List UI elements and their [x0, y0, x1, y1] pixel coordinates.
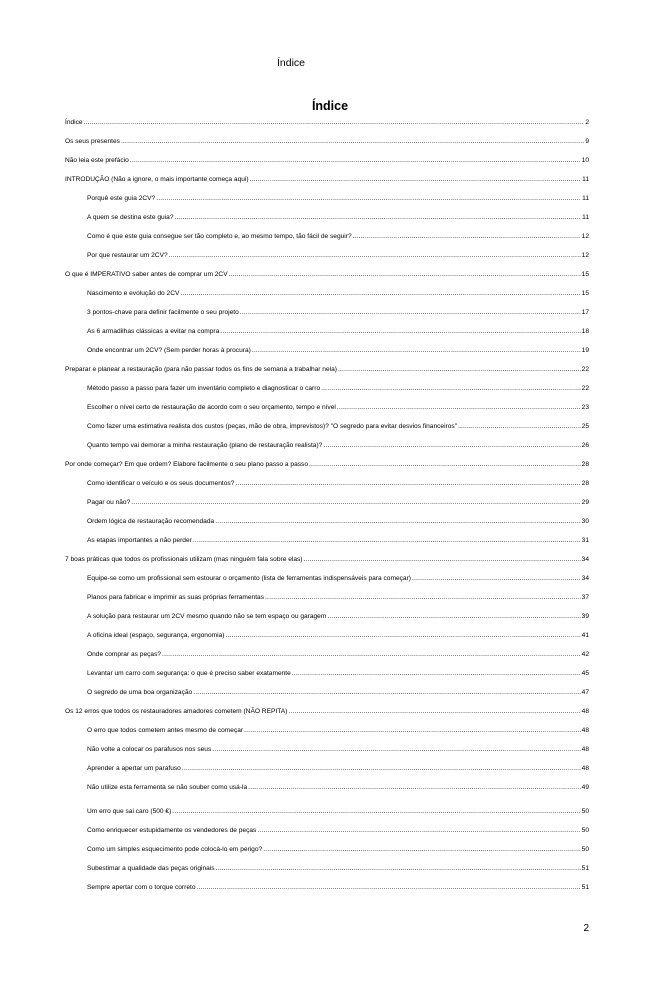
toc-entry[interactable] — [65, 807, 589, 816]
toc-dot-leader — [235, 479, 580, 488]
toc-entry-title: Os seus presentes — [65, 138, 120, 145]
toc-entry[interactable] — [65, 669, 589, 678]
toc-entry-title: Ordem lógica de restauração recomendada — [87, 518, 215, 525]
toc-entry[interactable] — [65, 688, 589, 697]
toc-entry-page: 23 — [581, 404, 589, 411]
toc-dot-leader — [412, 574, 581, 583]
toc-entry-page: 48 — [581, 746, 589, 753]
toc-dot-leader — [321, 384, 581, 393]
toc-entry-title: Como é que este guia consegue ser tão completo e, ao mesmo tempo, tão fácil de seguir? — [87, 233, 352, 240]
toc-entry-title: Planos para fabricar e imprimir as suas próprias ferramentas — [87, 594, 265, 601]
toc-entry-page: 25 — [581, 423, 589, 430]
toc-entry[interactable] — [65, 536, 589, 545]
toc-entry[interactable] — [65, 650, 589, 659]
toc-entry[interactable] — [65, 845, 589, 854]
toc-dot-leader — [193, 688, 580, 697]
toc-entry[interactable] — [65, 308, 589, 317]
toc-entry-page: 28 — [581, 461, 589, 468]
toc-entry-title: Onde comprar as peças? — [87, 651, 162, 658]
toc-entry-title: INTRODUÇÃO (Não a ignore, o mais importante começa aqui) — [65, 176, 249, 183]
toc-entry-page: 39 — [581, 613, 589, 620]
toc-entry-page: 50 — [581, 827, 589, 834]
toc-entry-page: 50 — [581, 846, 589, 853]
toc-entry-page: 26 — [581, 442, 589, 449]
toc-entry[interactable] — [65, 384, 589, 393]
toc-entry-page: 10 — [581, 157, 589, 164]
toc-entry-page: 29 — [581, 499, 589, 506]
toc-entry-page: 48 — [581, 708, 589, 715]
toc-entry-page: 12 — [581, 252, 589, 259]
toc-dot-leader — [162, 650, 581, 659]
running-header: Índice — [276, 57, 306, 69]
toc-entry[interactable] — [65, 726, 589, 735]
toc-entry-page: 11 — [582, 176, 589, 183]
toc-dot-leader — [263, 845, 580, 854]
toc-entry-title: As 6 armadilhas clássicas a evitar na compra — [87, 328, 220, 335]
toc-entry[interactable] — [65, 574, 589, 583]
toc-entry-page: 48 — [581, 727, 589, 734]
toc-entry-title: Por onde começar? Em que ordem? Elabore facilmente o seu plano passo a passo — [65, 461, 309, 468]
toc-dot-leader — [337, 403, 581, 412]
toc-entry-page: 15 — [581, 271, 589, 278]
toc-entry-page: 31 — [581, 537, 589, 544]
toc-entry[interactable] — [65, 631, 589, 640]
toc-entry[interactable] — [65, 593, 589, 602]
toc-entry[interactable] — [65, 327, 589, 336]
toc-entry[interactable] — [65, 479, 589, 488]
toc-entry-page: 51 — [581, 884, 589, 891]
toc-entry-page: 18 — [581, 328, 589, 335]
toc-entry-title: A oficina ideal (espaço, segurança, ergonomia) — [87, 632, 225, 639]
toc-entry-page: 30 — [581, 518, 589, 525]
toc-entry-title: O segredo de uma boa organização — [87, 689, 193, 696]
toc-entry-page: 22 — [581, 366, 589, 373]
toc-entry[interactable] — [65, 707, 589, 716]
toc-entry-page: 37 — [581, 594, 589, 601]
toc-entry[interactable] — [65, 555, 589, 564]
toc-entry-title: Um erro que sai caro (500 €) — [87, 808, 172, 815]
toc-entry-title: Método passo a passo para fazer um inventário completo e diagnosticar o carro — [87, 385, 321, 392]
toc-entry-page: 2 — [585, 119, 589, 126]
toc-entry-title: Nascimento e evolução do 2CV — [87, 290, 180, 297]
toc-entry-title: Como identificar o veículo e os seus documentos? — [87, 480, 235, 487]
toc-entry[interactable] — [65, 864, 589, 873]
toc-dot-leader — [323, 441, 580, 450]
toc-entry-page: 48 — [581, 765, 589, 772]
toc-entry[interactable] — [65, 422, 589, 431]
toc-dot-leader — [244, 726, 581, 735]
toc-entry-page: 51 — [581, 865, 589, 872]
toc-dot-leader — [458, 422, 581, 431]
toc-entry-page: 17 — [581, 309, 589, 316]
toc-entry-page: 22 — [581, 385, 589, 392]
toc-entry-title: Os 12 erros que todos os restauradores amadores cometem (NÃO REPITA) — [65, 708, 288, 715]
toc-entry-page: 49 — [581, 784, 589, 791]
toc-entry[interactable] — [65, 783, 589, 792]
toc-dot-leader — [257, 826, 580, 835]
toc-entry[interactable] — [65, 232, 589, 241]
toc-dot-leader — [338, 365, 581, 374]
toc-entry-title: Quanto tempo vai demorar a minha restauração (plano de restauração realista)? — [87, 442, 323, 449]
toc-entry-page: 19 — [581, 347, 589, 354]
toc-dot-leader — [353, 232, 581, 241]
toc-entry-title: Não utilize esta ferramenta se não souber como usá-la — [87, 784, 248, 791]
toc-entry[interactable] — [65, 441, 589, 450]
toc-entry-title: Escolher o nível certo de restauração de acordo com o seu orçamento, tempo e nível — [87, 404, 336, 411]
toc-dot-leader — [156, 194, 581, 203]
toc-entry-title: Aprender a apertar um parafuso — [87, 765, 181, 772]
toc-entry-page: 11 — [582, 195, 589, 202]
toc-entry-page: 28 — [581, 480, 589, 487]
toc-entry[interactable] — [65, 346, 589, 355]
toc-entry[interactable] — [65, 826, 589, 835]
toc-entry-title: 7 boas práticas que todos os profissionais utilizam (mas ninguém fala sobre elas) — [65, 556, 303, 563]
toc-entry-title: Subestimar a qualidade das peças originais — [87, 865, 215, 872]
toc-entry-title: O erro que todos cometem antes mesmo de começar — [87, 727, 244, 734]
toc-entry-title: Sempre apertar com o torque correto — [87, 884, 196, 891]
toc-dot-leader — [304, 555, 581, 564]
toc-entry-title: Não leia este prefácio — [65, 157, 129, 164]
toc-dot-leader — [84, 118, 585, 127]
toc-entry-page: 34 — [581, 556, 589, 563]
toc-entry[interactable] — [65, 612, 589, 621]
toc-entry-title: O que é IMPERATIVO saber antes de comprar um 2CV — [65, 271, 228, 278]
toc-dot-leader — [216, 864, 581, 873]
toc-dot-leader — [130, 156, 581, 165]
toc-entry[interactable] — [65, 137, 589, 146]
toc-entry-page: 9 — [585, 138, 589, 145]
toc-entry[interactable] — [65, 289, 589, 298]
toc-entry[interactable] — [65, 156, 589, 165]
toc-dot-leader — [121, 137, 584, 146]
toc-entry-page: 41 — [581, 632, 589, 639]
toc-entry-title: Preparar e planear a restauração (para não passar todos os fins de semana a trabalhar nela) — [65, 366, 337, 373]
toc-entry-title: A solução para restaurar um 2CV mesmo quando não se tem espaço ou garagem — [87, 613, 327, 620]
toc-dot-leader — [265, 593, 581, 602]
toc-entry-page: 50 — [581, 808, 589, 815]
toc-entry[interactable] — [65, 745, 589, 754]
toc-entry-page: 42 — [581, 651, 589, 658]
table-of-contents — [65, 118, 589, 892]
toc-dot-leader — [182, 764, 581, 773]
toc-dot-leader — [288, 707, 580, 716]
toc-dot-leader — [250, 175, 582, 184]
toc-entry[interactable] — [65, 460, 589, 469]
page-number: 2 — [583, 923, 589, 934]
toc-entry[interactable] — [65, 365, 589, 374]
toc-entry-title: Índice — [65, 119, 83, 126]
toc-entry-title: A quem se destina este guia? — [87, 214, 174, 221]
toc-dot-leader — [220, 327, 580, 336]
toc-entry-page: 45 — [581, 670, 589, 677]
toc-entry-title: Equipe-se como um profissional sem estourar o orçamento (lista de ferramentas indispensáveis para começar) — [87, 575, 411, 582]
toc-entry-page: 15 — [581, 290, 589, 297]
toc-dot-leader — [212, 745, 580, 754]
toc-entry-page: 11 — [582, 214, 589, 221]
toc-entry[interactable] — [65, 498, 589, 507]
toc-dot-leader — [225, 631, 580, 640]
toc-entry[interactable] — [65, 403, 589, 412]
toc-entry-page: 12 — [581, 233, 589, 240]
toc-dot-leader — [175, 213, 582, 222]
toc-entry-title: Como enriquecer estupidamente os vendedores de peças — [87, 827, 257, 834]
toc-entry-title: As etapas importantes a não perder — [87, 537, 192, 544]
toc-entry-title: Como um simples esquecimento pode colocá-lo em perigo? — [87, 846, 263, 853]
toc-dot-leader — [240, 308, 581, 317]
toc-dot-leader — [292, 669, 581, 678]
toc-entry[interactable] — [65, 270, 589, 279]
toc-entry-title: Como fazer uma estimativa realista dos custos (peças, mão de obra, imprevistos)? "O segredo para evitar desvios financeiros" — [87, 423, 458, 430]
toc-entry[interactable] — [65, 517, 589, 526]
toc-title: Índice — [311, 99, 349, 113]
toc-dot-leader — [229, 270, 581, 279]
toc-entry[interactable] — [65, 883, 589, 892]
toc-entry[interactable] — [65, 764, 589, 773]
toc-entry-title: Por que restaurar um 2CV? — [87, 252, 168, 259]
toc-entry[interactable] — [65, 213, 589, 222]
toc-dot-leader — [196, 883, 580, 892]
toc-entry[interactable] — [65, 251, 589, 260]
toc-entry[interactable] — [65, 194, 589, 203]
toc-dot-leader — [327, 612, 580, 621]
toc-dot-leader — [248, 783, 580, 792]
toc-dot-leader — [172, 807, 580, 816]
toc-entry-title: Porquê este guia 2CV? — [87, 195, 156, 202]
toc-dot-leader — [169, 251, 581, 260]
toc-entry-title: Pagar ou não? — [87, 499, 131, 506]
toc-entry-title: Levantar um carro com segurança: o que é preciso saber exatamente — [87, 670, 291, 677]
toc-dot-leader — [193, 536, 581, 545]
toc-entry-title: Não volte a colocar os parafusos nos seus — [87, 746, 212, 753]
toc-dot-leader — [252, 346, 581, 355]
toc-entry-title: 3 pontos-chave para definir facilmente o seu projeto — [87, 309, 239, 316]
toc-dot-leader — [215, 517, 580, 526]
toc-entry-page: 34 — [581, 575, 589, 582]
toc-dot-leader — [309, 460, 581, 469]
toc-entry[interactable] — [65, 118, 589, 127]
toc-entry-title: Onde encontrar um 2CV? (Sem perder horas à procura) — [87, 347, 251, 354]
toc-dot-leader — [180, 289, 580, 298]
toc-dot-leader — [131, 498, 580, 507]
toc-entry-page: 47 — [581, 689, 589, 696]
toc-entry[interactable] — [65, 175, 589, 184]
